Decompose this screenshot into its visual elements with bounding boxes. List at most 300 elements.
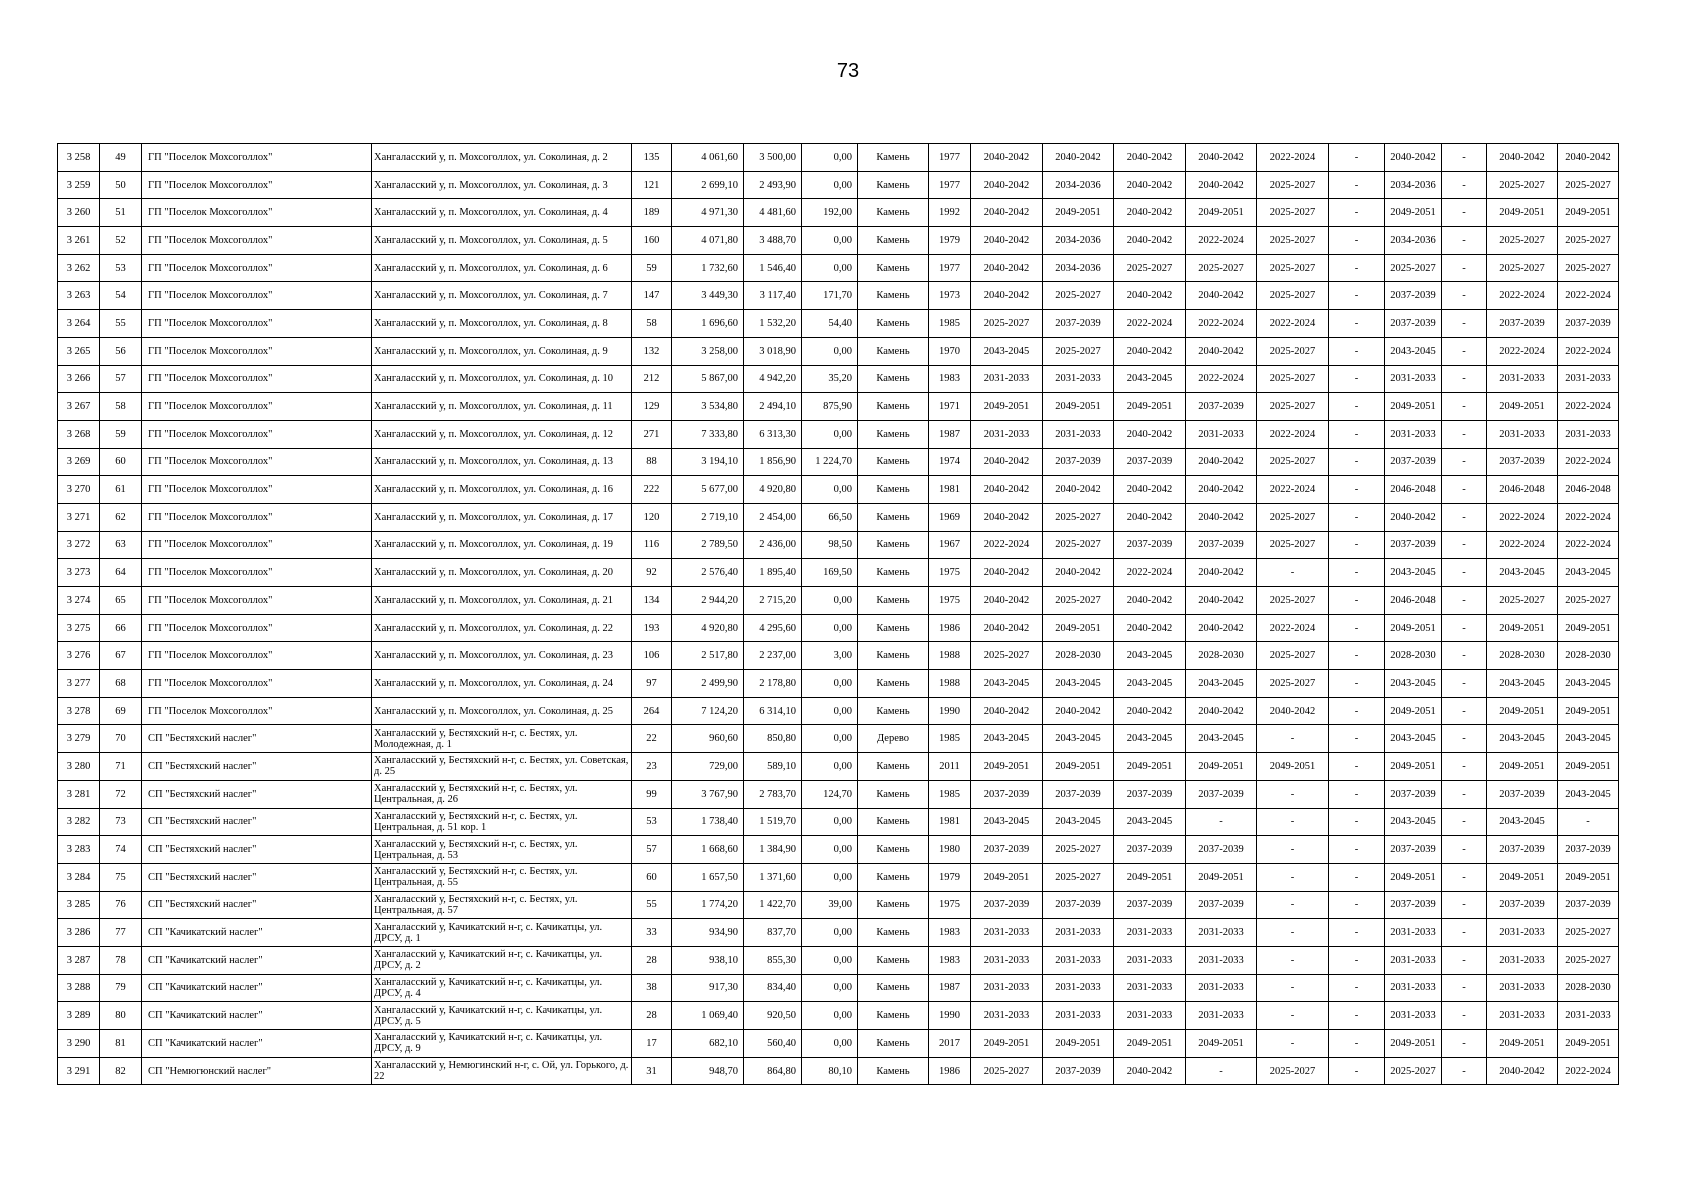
cell-living-area: 1 546,40 [744,254,802,282]
cell-row-number: 3 286 [58,919,100,947]
cell-item-number: 58 [100,393,142,421]
cell-wall-material: Камень [858,587,929,615]
cell-repair-roof: 2049-2051 [971,753,1043,781]
cell-total-area: 2 789,50 [672,531,744,559]
cell-repair-facade: 2043-2045 [1043,808,1114,836]
cell-repair-gas: - [1329,559,1385,587]
cell-wall-material: Камень [858,254,929,282]
cell-address: Хангаласский у, п. Мохсоголлох, ул. Соколиная, д. 23 [372,642,632,670]
cell-repair-elevator: - [1442,199,1487,227]
cell-row-number: 3 269 [58,448,100,476]
cell-year-built: 1967 [929,531,971,559]
cell-repair-roof: 2040-2042 [971,503,1043,531]
cell-repair-heating: 2037-2039 [1186,836,1257,864]
cell-repair-elevator: - [1442,559,1487,587]
cell-year-built: 1992 [929,199,971,227]
cell-row-number: 3 263 [58,282,100,310]
cell-year-built: 1985 [929,310,971,338]
cell-repair-elevator: - [1442,337,1487,365]
cell-nonliving-area: 0,00 [802,420,858,448]
cell-living-area: 920,50 [744,1002,802,1030]
cell-repair-gas: - [1329,863,1385,891]
cell-living-area: 2 436,00 [744,531,802,559]
cell-address: Хангаласский у, Немюгинский н-г, с. Ой, ул. Горького, д. 22 [372,1057,632,1085]
cell-residents: 189 [632,199,672,227]
cell-settlement: ГП "Поселок Мохсоголлох" [142,171,372,199]
cell-nonliving-area: 0,00 [802,919,858,947]
cell-repair-water: 2031-2033 [1385,1002,1442,1030]
cell-repair-gas: - [1329,614,1385,642]
cell-living-area: 560,40 [744,1030,802,1058]
cell-row-number: 3 280 [58,753,100,781]
cell-wall-material: Камень [858,365,929,393]
cell-repair-sewer: 2037-2039 [1487,836,1558,864]
cell-address: Хангаласский у, п. Мохсоголлох, ул. Соколиная, д. 10 [372,365,632,393]
cell-repair-roof: 2037-2039 [971,891,1043,919]
cell-row-number: 3 276 [58,642,100,670]
cell-repair-gas: - [1329,1057,1385,1085]
cell-row-number: 3 284 [58,863,100,891]
cell-living-area: 1 532,20 [744,310,802,338]
cell-repair-water: 2049-2051 [1385,863,1442,891]
cell-address: Хангаласский у, п. Мохсоголлох, ул. Соколиная, д. 9 [372,337,632,365]
cell-living-area: 2 237,00 [744,642,802,670]
cell-repair-gas: - [1329,587,1385,615]
cell-residents: 28 [632,1002,672,1030]
cell-repair-heating: 2040-2042 [1186,559,1257,587]
cell-repair-elevator: - [1442,780,1487,808]
cell-repair-electric: 2025-2027 [1257,365,1329,393]
cell-row-number: 3 266 [58,365,100,393]
cell-residents: 38 [632,974,672,1002]
cell-row-number: 3 273 [58,559,100,587]
cell-repair-hot-water: 2049-2051 [1558,863,1619,891]
cell-repair-electric: - [1257,1002,1329,1030]
cell-total-area: 5 867,00 [672,365,744,393]
cell-residents: 97 [632,670,672,698]
cell-repair-facade: 2037-2039 [1043,891,1114,919]
cell-repair-facade: 2037-2039 [1043,448,1114,476]
cell-living-area: 2 178,80 [744,670,802,698]
cell-settlement: ГП "Поселок Мохсоголлох" [142,642,372,670]
cell-residents: 121 [632,171,672,199]
cell-row-number: 3 279 [58,725,100,753]
cell-repair-foundation: 2022-2024 [1114,559,1186,587]
cell-residents: 129 [632,393,672,421]
cell-nonliving-area: 169,50 [802,559,858,587]
cell-nonliving-area: 1 224,70 [802,448,858,476]
cell-residents: 116 [632,531,672,559]
cell-residents: 222 [632,476,672,504]
cell-year-built: 1981 [929,808,971,836]
cell-row-number: 3 267 [58,393,100,421]
cell-item-number: 74 [100,836,142,864]
cell-repair-gas: - [1329,919,1385,947]
cell-total-area: 3 449,30 [672,282,744,310]
cell-repair-water: 2049-2051 [1385,753,1442,781]
cell-repair-roof: 2040-2042 [971,614,1043,642]
cell-total-area: 917,30 [672,974,744,1002]
cell-living-area: 1 519,70 [744,808,802,836]
cell-repair-facade: 2025-2027 [1043,503,1114,531]
cell-living-area: 1 371,60 [744,863,802,891]
table-row [58,863,1619,891]
cell-address: Хангаласский у, п. Мохсоголлох, ул. Соколиная, д. 13 [372,448,632,476]
cell-repair-electric: 2022-2024 [1257,144,1329,172]
cell-repair-facade: 2040-2042 [1043,144,1114,172]
cell-repair-sewer: 2037-2039 [1487,448,1558,476]
cell-total-area: 2 576,40 [672,559,744,587]
cell-item-number: 72 [100,780,142,808]
cell-repair-facade: 2028-2030 [1043,642,1114,670]
cell-repair-facade: 2031-2033 [1043,420,1114,448]
cell-repair-sewer: 2049-2051 [1487,1030,1558,1058]
cell-living-area: 2 715,20 [744,587,802,615]
cell-repair-heating: 2037-2039 [1186,393,1257,421]
cell-wall-material: Камень [858,697,929,725]
cell-residents: 134 [632,587,672,615]
cell-wall-material: Камень [858,144,929,172]
cell-repair-electric: 2022-2024 [1257,310,1329,338]
table-body [58,144,1619,1085]
cell-item-number: 70 [100,725,142,753]
cell-living-area: 1 895,40 [744,559,802,587]
cell-wall-material: Дерево [858,725,929,753]
cell-repair-sewer: 2037-2039 [1487,891,1558,919]
cell-repair-heating: 2031-2033 [1186,974,1257,1002]
table-row [58,393,1619,421]
cell-repair-elevator: - [1442,614,1487,642]
cell-repair-roof: 2037-2039 [971,780,1043,808]
cell-row-number: 3 289 [58,1002,100,1030]
cell-year-built: 1979 [929,227,971,255]
cell-total-area: 4 920,80 [672,614,744,642]
cell-repair-elevator: - [1442,587,1487,615]
cell-year-built: 1985 [929,780,971,808]
cell-settlement: ГП "Поселок Мохсоголлох" [142,559,372,587]
cell-repair-elevator: - [1442,946,1487,974]
cell-settlement: СП "Качикатский наслег" [142,1030,372,1058]
cell-wall-material: Камень [858,227,929,255]
cell-settlement: СП "Бестяхский наслег" [142,753,372,781]
cell-settlement: ГП "Поселок Мохсоголлох" [142,199,372,227]
cell-repair-elevator: - [1442,863,1487,891]
cell-repair-sewer: 2049-2051 [1487,753,1558,781]
cell-row-number: 3 288 [58,974,100,1002]
cell-repair-foundation: 2037-2039 [1114,836,1186,864]
cell-item-number: 56 [100,337,142,365]
cell-repair-hot-water: 2028-2030 [1558,642,1619,670]
cell-living-area: 3 018,90 [744,337,802,365]
cell-residents: 160 [632,227,672,255]
cell-repair-gas: - [1329,393,1385,421]
cell-row-number: 3 281 [58,780,100,808]
cell-year-built: 1969 [929,503,971,531]
cell-repair-facade: 2043-2045 [1043,725,1114,753]
cell-repair-foundation: 2043-2045 [1114,670,1186,698]
cell-wall-material: Камень [858,503,929,531]
cell-address: Хангаласский у, Бестяхский н-г, с. Бестях, ул. Центральная, д. 55 [372,863,632,891]
cell-repair-water: 2025-2027 [1385,1057,1442,1085]
cell-repair-sewer: 2037-2039 [1487,310,1558,338]
cell-repair-roof: 2022-2024 [971,531,1043,559]
table-row [58,559,1619,587]
cell-repair-facade: 2049-2051 [1043,753,1114,781]
cell-repair-hot-water: 2049-2051 [1558,753,1619,781]
cell-year-built: 1986 [929,1057,971,1085]
cell-address: Хангаласский у, п. Мохсоголлох, ул. Соколиная, д. 24 [372,670,632,698]
cell-repair-heating: 2049-2051 [1186,199,1257,227]
cell-settlement: ГП "Поселок Мохсоголлох" [142,144,372,172]
cell-year-built: 1986 [929,614,971,642]
cell-nonliving-area: 0,00 [802,863,858,891]
cell-repair-roof: 2040-2042 [971,254,1043,282]
cell-address: Хангаласский у, п. Мохсоголлох, ул. Соколиная, д. 4 [372,199,632,227]
cell-repair-roof: 2031-2033 [971,420,1043,448]
cell-item-number: 77 [100,919,142,947]
cell-repair-foundation: 2031-2033 [1114,946,1186,974]
cell-settlement: СП "Качикатский наслег" [142,919,372,947]
cell-residents: 59 [632,254,672,282]
cell-repair-gas: - [1329,670,1385,698]
cell-address: Хангаласский у, п. Мохсоголлох, ул. Соколиная, д. 5 [372,227,632,255]
cell-nonliving-area: 0,00 [802,476,858,504]
table-row [58,891,1619,919]
cell-repair-gas: - [1329,1002,1385,1030]
cell-living-area: 4 920,80 [744,476,802,504]
cell-repair-water: 2028-2030 [1385,642,1442,670]
cell-nonliving-area: 0,00 [802,697,858,725]
cell-repair-hot-water: 2049-2051 [1558,1030,1619,1058]
cell-repair-facade: 2040-2042 [1043,476,1114,504]
cell-repair-hot-water: 2025-2027 [1558,227,1619,255]
cell-repair-sewer: 2031-2033 [1487,1002,1558,1030]
cell-repair-sewer: 2043-2045 [1487,808,1558,836]
cell-item-number: 68 [100,670,142,698]
cell-nonliving-area: 98,50 [802,531,858,559]
cell-living-area: 3 500,00 [744,144,802,172]
cell-wall-material: Камень [858,1002,929,1030]
cell-repair-heating: - [1186,1057,1257,1085]
cell-repair-gas: - [1329,282,1385,310]
cell-repair-gas: - [1329,725,1385,753]
cell-repair-hot-water: 2028-2030 [1558,974,1619,1002]
cell-wall-material: Камень [858,531,929,559]
cell-nonliving-area: 0,00 [802,753,858,781]
cell-repair-sewer: 2043-2045 [1487,670,1558,698]
cell-repair-sewer: 2040-2042 [1487,1057,1558,1085]
cell-repair-foundation: 2049-2051 [1114,1030,1186,1058]
cell-repair-electric: - [1257,891,1329,919]
cell-year-built: 1990 [929,697,971,725]
cell-living-area: 1 856,90 [744,448,802,476]
cell-repair-heating: 2043-2045 [1186,670,1257,698]
cell-repair-sewer: 2049-2051 [1487,863,1558,891]
cell-year-built: 1971 [929,393,971,421]
cell-repair-water: 2025-2027 [1385,254,1442,282]
cell-settlement: ГП "Поселок Мохсоголлох" [142,420,372,448]
cell-repair-electric: 2025-2027 [1257,337,1329,365]
cell-repair-electric: - [1257,1030,1329,1058]
cell-repair-electric: 2025-2027 [1257,531,1329,559]
cell-repair-sewer: 2025-2027 [1487,171,1558,199]
cell-address: Хангаласский у, Бестяхский н-г, с. Бестях, ул. Советская, д. 25 [372,753,632,781]
cell-settlement: ГП "Поселок Мохсоголлох" [142,254,372,282]
cell-repair-hot-water: 2022-2024 [1558,337,1619,365]
table-row [58,1057,1619,1085]
cell-nonliving-area: 0,00 [802,670,858,698]
cell-repair-elevator: - [1442,670,1487,698]
cell-repair-foundation: 2022-2024 [1114,310,1186,338]
cell-address: Хангаласский у, п. Мохсоголлох, ул. Соколиная, д. 3 [372,171,632,199]
cell-year-built: 1981 [929,476,971,504]
cell-nonliving-area: 3,00 [802,642,858,670]
cell-repair-electric: 2025-2027 [1257,448,1329,476]
cell-year-built: 1975 [929,559,971,587]
cell-settlement: ГП "Поселок Мохсоголлох" [142,697,372,725]
table-row [58,503,1619,531]
cell-repair-facade: 2049-2051 [1043,199,1114,227]
cell-wall-material: Камень [858,614,929,642]
table-row [58,725,1619,753]
cell-repair-electric: 2025-2027 [1257,254,1329,282]
cell-address: Хангаласский у, п. Мохсоголлох, ул. Соколиная, д. 2 [372,144,632,172]
cell-row-number: 3 258 [58,144,100,172]
cell-repair-hot-water: 2022-2024 [1558,393,1619,421]
cell-repair-foundation: 2040-2042 [1114,282,1186,310]
cell-repair-roof: 2031-2033 [971,365,1043,393]
cell-repair-electric: 2025-2027 [1257,199,1329,227]
cell-repair-foundation: 2037-2039 [1114,891,1186,919]
cell-repair-foundation: 2040-2042 [1114,227,1186,255]
cell-year-built: 1980 [929,836,971,864]
cell-repair-electric: 2025-2027 [1257,227,1329,255]
cell-repair-gas: - [1329,448,1385,476]
cell-year-built: 1983 [929,946,971,974]
cell-nonliving-area: 0,00 [802,946,858,974]
cell-year-built: 1990 [929,1002,971,1030]
cell-nonliving-area: 192,00 [802,199,858,227]
cell-repair-electric: 2022-2024 [1257,476,1329,504]
cell-repair-foundation: 2040-2042 [1114,199,1186,227]
cell-repair-foundation: 2031-2033 [1114,974,1186,1002]
cell-settlement: СП "Бестяхский наслег" [142,780,372,808]
cell-repair-facade: 2031-2033 [1043,1002,1114,1030]
cell-residents: 135 [632,144,672,172]
cell-repair-heating: 2040-2042 [1186,337,1257,365]
cell-repair-elevator: - [1442,1057,1487,1085]
cell-repair-heating: 2040-2042 [1186,171,1257,199]
cell-repair-foundation: 2049-2051 [1114,393,1186,421]
cell-item-number: 59 [100,420,142,448]
cell-repair-foundation: 2040-2042 [1114,614,1186,642]
cell-repair-water: 2031-2033 [1385,365,1442,393]
cell-wall-material: Камень [858,919,929,947]
cell-repair-elevator: - [1442,476,1487,504]
cell-repair-water: 2037-2039 [1385,282,1442,310]
cell-repair-water: 2037-2039 [1385,891,1442,919]
cell-residents: 120 [632,503,672,531]
cell-repair-roof: 2040-2042 [971,199,1043,227]
cell-settlement: СП "Бестяхский наслег" [142,725,372,753]
cell-repair-facade: 2031-2033 [1043,974,1114,1002]
cell-nonliving-area: 0,00 [802,1030,858,1058]
cell-item-number: 63 [100,531,142,559]
cell-repair-water: 2049-2051 [1385,199,1442,227]
cell-settlement: ГП "Поселок Мохсоголлох" [142,310,372,338]
cell-living-area: 864,80 [744,1057,802,1085]
table-row [58,420,1619,448]
cell-nonliving-area: 35,20 [802,365,858,393]
table-row [58,476,1619,504]
cell-repair-foundation: 2037-2039 [1114,780,1186,808]
cell-repair-hot-water: 2043-2045 [1558,559,1619,587]
cell-repair-facade: 2037-2039 [1043,780,1114,808]
cell-repair-sewer: 2028-2030 [1487,642,1558,670]
cell-repair-sewer: 2043-2045 [1487,559,1558,587]
table-row [58,310,1619,338]
cell-repair-facade: 2049-2051 [1043,1030,1114,1058]
cell-repair-water: 2049-2051 [1385,614,1442,642]
cell-total-area: 4 061,60 [672,144,744,172]
cell-repair-electric: 2022-2024 [1257,614,1329,642]
cell-repair-sewer: 2031-2033 [1487,365,1558,393]
table-row [58,780,1619,808]
cell-total-area: 682,10 [672,1030,744,1058]
cell-repair-water: 2034-2036 [1385,171,1442,199]
table-row [58,337,1619,365]
cell-repair-facade: 2025-2027 [1043,282,1114,310]
cell-repair-facade: 2049-2051 [1043,614,1114,642]
cell-wall-material: Камень [858,448,929,476]
cell-repair-facade: 2040-2042 [1043,559,1114,587]
cell-wall-material: Камень [858,420,929,448]
cell-repair-foundation: 2040-2042 [1114,476,1186,504]
cell-repair-elevator: - [1442,282,1487,310]
cell-item-number: 62 [100,503,142,531]
cell-repair-elevator: - [1442,1030,1487,1058]
table-row [58,919,1619,947]
cell-repair-hot-water: 2025-2027 [1558,946,1619,974]
cell-repair-facade: 2025-2027 [1043,531,1114,559]
cell-repair-water: 2037-2039 [1385,780,1442,808]
cell-living-area: 4 295,60 [744,614,802,642]
cell-repair-electric: 2025-2027 [1257,642,1329,670]
cell-total-area: 2 719,10 [672,503,744,531]
cell-repair-gas: - [1329,199,1385,227]
cell-item-number: 55 [100,310,142,338]
cell-repair-roof: 2031-2033 [971,974,1043,1002]
cell-settlement: СП "Бестяхский наслег" [142,863,372,891]
cell-total-area: 960,60 [672,725,744,753]
cell-year-built: 1975 [929,587,971,615]
cell-row-number: 3 260 [58,199,100,227]
cell-total-area: 7 333,80 [672,420,744,448]
cell-repair-roof: 2040-2042 [971,559,1043,587]
cell-repair-hot-water: 2025-2027 [1558,171,1619,199]
cell-repair-foundation: 2043-2045 [1114,725,1186,753]
cell-item-number: 75 [100,863,142,891]
cell-repair-roof: 2040-2042 [971,171,1043,199]
cell-repair-roof: 2040-2042 [971,448,1043,476]
cell-repair-gas: - [1329,531,1385,559]
cell-repair-electric: 2049-2051 [1257,753,1329,781]
table-row [58,171,1619,199]
cell-address: Хангаласский у, п. Мохсоголлох, ул. Соколиная, д. 12 [372,420,632,448]
cell-row-number: 3 261 [58,227,100,255]
cell-repair-foundation: 2031-2033 [1114,1002,1186,1030]
cell-repair-foundation: 2025-2027 [1114,254,1186,282]
